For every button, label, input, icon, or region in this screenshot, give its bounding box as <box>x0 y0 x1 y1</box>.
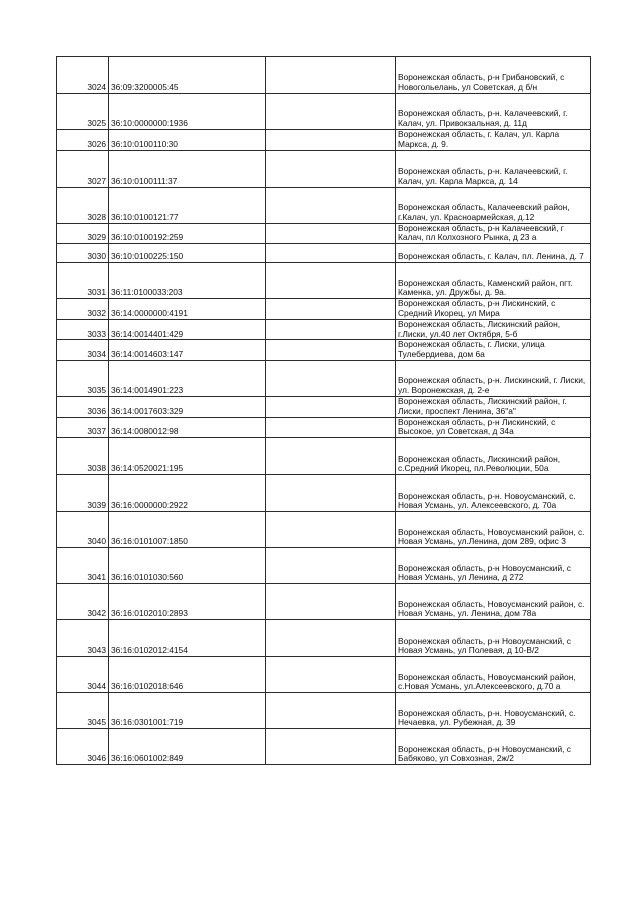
empty-cell <box>266 512 396 548</box>
empty-cell <box>266 620 396 657</box>
address-cell: Воронежская область, Новоусманский район, с. Новая Усмань, ул. Ленина, дом 78а <box>396 584 591 620</box>
address-cell: Воронежская область, Лискинский район, г.Лиски, ул.40 лет Октября, 5-б <box>396 319 591 340</box>
cadastral-number: 36:16:0102010:2893 <box>109 584 266 620</box>
row-number: 3025 <box>57 94 109 130</box>
cadastral-number: 36:14:0080012:98 <box>109 417 266 438</box>
empty-cell <box>266 438 396 475</box>
cadastral-number: 36:09:3200005:45 <box>109 57 266 94</box>
table-row <box>57 512 591 548</box>
empty-cell <box>266 319 396 340</box>
table-row <box>57 263 591 299</box>
table-row <box>57 223 591 244</box>
row-number: 3034 <box>57 340 109 361</box>
cadastral-number: 36:10:0000000:1936 <box>109 94 266 130</box>
address-cell: Воронежская область, р-н Новоусманский, с Бабяково, ул Совхозная, 2ж/2 <box>396 729 591 765</box>
document-page <box>56 56 586 765</box>
address-cell: Воронежская область, г. Калач, пл. Ленина, д. 7 <box>396 244 591 263</box>
cadastral-number: 36:16:0101007:1850 <box>109 512 266 548</box>
cadastral-number: 36:14:0014901:223 <box>109 360 266 396</box>
row-number: 3042 <box>57 584 109 620</box>
address-cell: Воронежская область, Калачеевский район, г.Калач, ул. Красноармейская, д.12 <box>396 187 591 223</box>
cadastral-number: 36:16:0102012:4154 <box>109 620 266 657</box>
cadastral-number: 36:14:0014603:147 <box>109 340 266 361</box>
cadastral-number: 36:14:0520021:195 <box>109 438 266 475</box>
address-cell: Воронежская область, р-н. Калачеевский, г. Калач, ул. Привокзальная, д. 11д <box>396 94 591 130</box>
table-row <box>57 417 591 438</box>
table-row <box>57 475 591 512</box>
row-number: 3030 <box>57 244 109 263</box>
table-row <box>57 130 591 151</box>
table-row <box>57 584 591 620</box>
row-number: 3035 <box>57 360 109 396</box>
address-cell: Воронежская область, р-н Грибановский, с Новогольелань, ул Советская, д б/н <box>396 57 591 94</box>
table-row <box>57 319 591 340</box>
table-row <box>57 548 591 584</box>
row-number: 3046 <box>57 729 109 765</box>
empty-cell <box>266 548 396 584</box>
empty-cell <box>266 340 396 361</box>
address-cell: Воронежская область, р-н Лискинский, с Средний Икорец, ул Мира <box>396 299 591 320</box>
address-cell: Воронежская область, р-н Калачеевский, г Калач, пл Колхозного Рынка, д 23 а <box>396 223 591 244</box>
row-number: 3045 <box>57 693 109 729</box>
address-cell: Воронежская область, Новоусманский район, с. Новая Усмань, ул.Ленина, дом 289, офис 3 <box>396 512 591 548</box>
empty-cell <box>266 223 396 244</box>
table-row <box>57 244 591 263</box>
address-cell: Воронежская область, г. Калач, ул. Карла Маркса, д. 9. <box>396 130 591 151</box>
cadastral-number: 36:10:0100225:150 <box>109 244 266 263</box>
empty-cell <box>266 187 396 223</box>
address-cell: Воронежская область, Лискинский район, с.Средний Икорец, пл.Революции, 50а <box>396 438 591 475</box>
row-number: 3031 <box>57 263 109 299</box>
cadastral-number: 36:14:0014401:429 <box>109 319 266 340</box>
cadastral-number: 36:16:0101030:560 <box>109 548 266 584</box>
empty-cell <box>266 475 396 512</box>
row-number: 3033 <box>57 319 109 340</box>
table-row <box>57 299 591 320</box>
cadastral-number: 36:10:0100110:30 <box>109 130 266 151</box>
empty-cell <box>266 360 396 396</box>
row-number: 3026 <box>57 130 109 151</box>
cadastral-number: 36:10:0100111:37 <box>109 150 266 187</box>
address-cell: Воронежская область, Лискинский район, г. Лиски, проспект Ленина, 36"а" <box>396 396 591 417</box>
address-cell: Воронежская область, р-н Лискинский, с Высокое, ул Советская, д 34а <box>396 417 591 438</box>
row-number: 3040 <box>57 512 109 548</box>
empty-cell <box>266 729 396 765</box>
row-number: 3039 <box>57 475 109 512</box>
address-cell: Воронежская область, р-н Новоусманский, с Новая Усмань, ул Ленина, д 272 <box>396 548 591 584</box>
row-number: 3028 <box>57 187 109 223</box>
row-number: 3032 <box>57 299 109 320</box>
row-number: 3038 <box>57 438 109 475</box>
table-row <box>57 187 591 223</box>
empty-cell <box>266 299 396 320</box>
empty-cell <box>266 94 396 130</box>
address-cell: Воронежская область, р-н Новоусманский, с Новая Усмань, ул Полевая, д 10-В/2 <box>396 620 591 657</box>
table-row <box>57 150 591 187</box>
cadastral-number: 36:16:0102018:646 <box>109 657 266 693</box>
empty-cell <box>266 150 396 187</box>
table-row <box>57 340 591 361</box>
address-cell: Воронежская область, Новоусманский район, с.Новая Усмань, ул.Алексеевского, д.70 а <box>396 657 591 693</box>
registry-table <box>56 56 591 765</box>
registry-table-body <box>57 57 591 765</box>
cadastral-number: 36:16:0301001:719 <box>109 693 266 729</box>
table-row <box>57 57 591 94</box>
row-number: 3024 <box>57 57 109 94</box>
cadastral-number: 36:11:0100033:203 <box>109 263 266 299</box>
empty-cell <box>266 584 396 620</box>
empty-cell <box>266 263 396 299</box>
cadastral-number: 36:16:0000000:2922 <box>109 475 266 512</box>
row-number: 3043 <box>57 620 109 657</box>
cadastral-number: 36:16:0601002:849 <box>109 729 266 765</box>
row-number: 3036 <box>57 396 109 417</box>
row-number: 3037 <box>57 417 109 438</box>
empty-cell <box>266 244 396 263</box>
cadastral-number: 36:10:0100192:259 <box>109 223 266 244</box>
empty-cell <box>266 657 396 693</box>
empty-cell <box>266 57 396 94</box>
row-number: 3029 <box>57 223 109 244</box>
address-cell: Воронежская область, р-н. Лискинский, г. Лиски, ул. Воронежская, д. 2-е <box>396 360 591 396</box>
cadastral-number: 36:14:0000000:4191 <box>109 299 266 320</box>
row-number: 3041 <box>57 548 109 584</box>
row-number: 3027 <box>57 150 109 187</box>
address-cell: Воронежская область, г. Лиски, улица Тулебердиева, дом 6а <box>396 340 591 361</box>
table-row <box>57 729 591 765</box>
empty-cell <box>266 130 396 151</box>
address-cell: Воронежская область, р-н. Новоусманский, с. Новая Усмань, ул. Алексеевского, д. 70а <box>396 475 591 512</box>
table-row <box>57 360 591 396</box>
empty-cell <box>266 396 396 417</box>
table-row <box>57 396 591 417</box>
table-row <box>57 620 591 657</box>
table-row <box>57 94 591 130</box>
table-row <box>57 693 591 729</box>
table-row <box>57 438 591 475</box>
row-number: 3044 <box>57 657 109 693</box>
address-cell: Воронежская область, Каменский район, пгт. Каменка, ул. Дружбы, д. 9а. <box>396 263 591 299</box>
table-row <box>57 657 591 693</box>
empty-cell <box>266 693 396 729</box>
address-cell: Воронежская область, р-н. Новоусманский, с. Нечаевка, ул. Рубежная, д. 39 <box>396 693 591 729</box>
cadastral-number: 36:14:0017603:329 <box>109 396 266 417</box>
cadastral-number: 36:10:0100121:77 <box>109 187 266 223</box>
empty-cell <box>266 417 396 438</box>
address-cell: Воронежская область, р-н. Калачеевский, г. Калач, ул. Карла Маркса, д. 14 <box>396 150 591 187</box>
